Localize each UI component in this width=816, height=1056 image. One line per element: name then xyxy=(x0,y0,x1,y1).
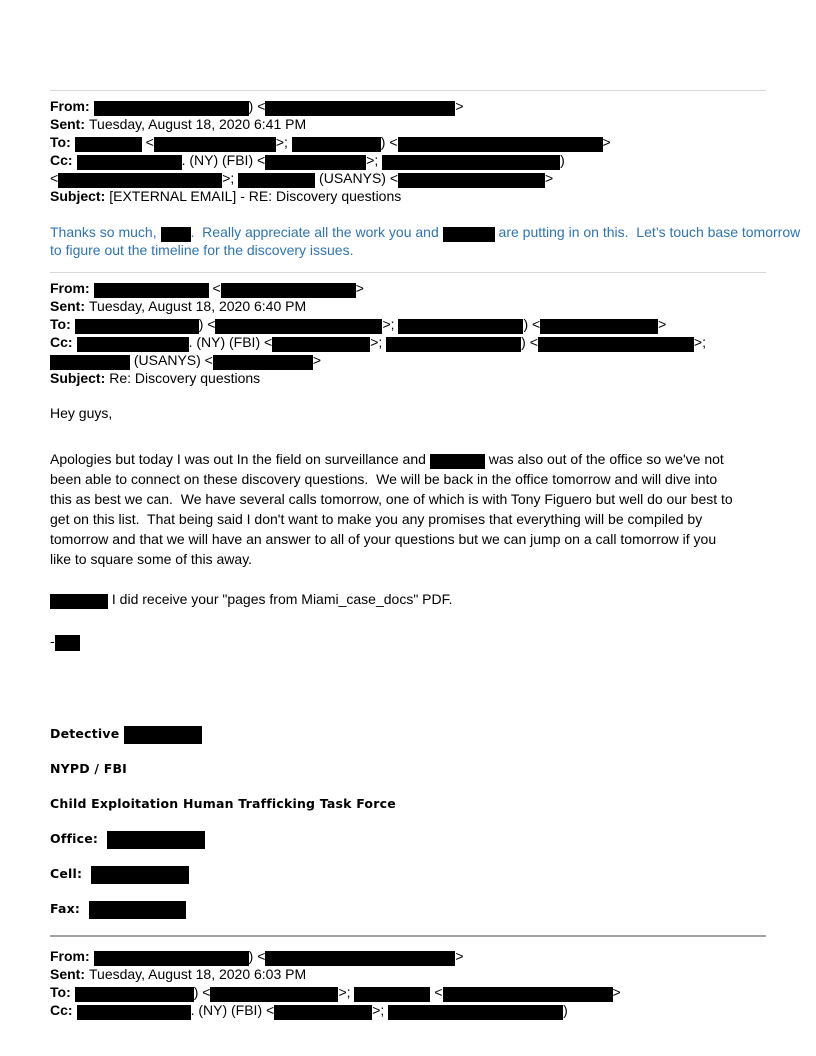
redaction-bar xyxy=(354,987,430,1002)
redaction-bar xyxy=(398,137,603,152)
redaction-bar xyxy=(215,319,382,334)
text-line xyxy=(50,241,766,259)
header-line-sent xyxy=(50,115,766,133)
text-run: ) < xyxy=(198,316,216,332)
text-run: tomorrow and that we will have an answer to all of your questions but we can jump on a call tomorrow if you xyxy=(50,531,717,547)
text-run: Tuesday, August 18, 2020 6:41 PM xyxy=(89,116,307,132)
text-run: >; xyxy=(372,1002,389,1018)
text-line xyxy=(50,631,766,651)
redaction-bar xyxy=(75,319,199,334)
text-run: ) < xyxy=(521,334,538,350)
redaction-bar xyxy=(77,155,182,170)
redaction-bar xyxy=(540,319,658,334)
redaction-bar xyxy=(443,227,495,242)
redaction-bar xyxy=(210,987,338,1002)
header-line-cc xyxy=(50,333,766,351)
text-run: . (NY) (FBI) < xyxy=(190,1002,275,1018)
email-1 xyxy=(50,90,801,259)
email-thread xyxy=(50,90,801,1019)
text-run: like to square some of this away. xyxy=(50,551,253,567)
header-line-sent xyxy=(50,965,766,983)
body-paragraph xyxy=(50,449,766,569)
redaction-bar xyxy=(77,337,189,352)
header-line-cc-continued xyxy=(50,169,766,187)
redaction-bar xyxy=(272,337,370,352)
header-field-label: Sent: xyxy=(50,116,85,132)
text-run: . (NY) (FBI) < xyxy=(181,152,266,168)
redaction-bar xyxy=(75,137,142,152)
redaction-bar xyxy=(94,951,249,966)
text-line xyxy=(50,865,766,883)
text-line xyxy=(50,529,766,549)
text-run: < xyxy=(50,170,59,186)
redaction-bar xyxy=(265,951,455,966)
header-field-label: To: xyxy=(50,984,71,1000)
email-3-header xyxy=(50,947,766,1019)
separator-rule xyxy=(50,272,766,273)
header-field-label: Cc: xyxy=(50,334,73,350)
header-field-label: Subject: xyxy=(50,188,106,204)
text-line xyxy=(50,589,766,609)
text-run: ) < xyxy=(248,98,266,114)
text-run: to figure out the timeline for the discovery issues. xyxy=(50,242,354,258)
text-line xyxy=(50,449,766,469)
redaction-bar xyxy=(274,1005,372,1020)
redaction-bar xyxy=(265,155,366,170)
text-run: >; xyxy=(275,134,292,150)
redaction-bar xyxy=(388,1005,563,1020)
text-run: ) < xyxy=(380,134,398,150)
redaction-bar xyxy=(75,987,194,1002)
text-run: Re: Discovery questions xyxy=(109,370,261,386)
text-run: > xyxy=(312,352,322,368)
redaction-bar xyxy=(398,173,545,188)
text-run: been able to connect on these discovery questions. We will be back in the office tomorrow and will dive into xyxy=(50,471,718,487)
text-run: this as best we can. We have several calls tomorrow, one of which is with Tony Figuero but well do our best to xyxy=(50,491,733,507)
header-field-label: Sent: xyxy=(50,298,85,314)
text-run: > xyxy=(602,134,611,150)
text-run: Hey guys, xyxy=(50,405,113,421)
redaction-bar xyxy=(538,337,694,352)
text-run: Tuesday, August 18, 2020 6:03 PM xyxy=(89,966,307,982)
header-line-cc xyxy=(50,151,766,169)
redaction-bar xyxy=(398,319,523,334)
signoff-line xyxy=(50,631,766,651)
header-field-label: From: xyxy=(50,98,90,114)
redaction-bar xyxy=(77,1005,191,1020)
text-run: Tuesday, August 18, 2020 6:40 PM xyxy=(89,298,307,314)
header-field-label: Subject: xyxy=(50,370,106,386)
redaction-bar xyxy=(213,355,313,370)
redaction-bar xyxy=(238,173,315,188)
text-run: >; xyxy=(382,316,399,332)
text-line xyxy=(50,223,801,241)
redaction-bar xyxy=(154,137,276,152)
redaction-bar xyxy=(58,173,222,188)
redaction-bar xyxy=(124,726,202,744)
text-run: ) < xyxy=(248,948,266,964)
redaction-bar xyxy=(55,635,80,651)
text-run: >; xyxy=(693,334,706,350)
text-run: ) xyxy=(560,152,565,168)
text-run: ) xyxy=(563,1002,568,1018)
signature-block xyxy=(50,725,766,918)
separator-rule xyxy=(50,935,766,937)
header-line-subject xyxy=(50,187,766,205)
header-line-to xyxy=(50,133,766,151)
header-line-from xyxy=(50,947,766,965)
email-1-header xyxy=(50,97,766,205)
redaction-bar xyxy=(265,101,455,116)
redaction-bar xyxy=(50,355,130,370)
redaction-bar xyxy=(107,831,205,849)
redaction-bar xyxy=(91,866,189,884)
header-line-subject xyxy=(50,369,766,387)
text-run: . Really appreciate all the work you and xyxy=(190,224,443,240)
text-run: Cell: xyxy=(50,866,92,881)
header-line-to xyxy=(50,983,766,1001)
text-run: I did receive your "pages from Miami_case_docs" PDF. xyxy=(108,591,453,607)
text-run: >; xyxy=(366,152,383,168)
redaction-bar xyxy=(161,227,191,242)
header-line-to xyxy=(50,315,766,333)
text-run: are putting in on this. Let’s touch base tomorrow xyxy=(494,224,801,240)
text-run: ) < xyxy=(523,316,541,332)
text-line xyxy=(50,403,766,423)
text-run: > xyxy=(612,984,621,1000)
header-line-cc-continued xyxy=(50,351,766,369)
text-run: (USANYS) < xyxy=(130,352,213,368)
text-line xyxy=(50,469,766,489)
text-run: > xyxy=(455,948,464,964)
redaction-bar xyxy=(94,101,249,116)
text-run: < xyxy=(430,984,443,1000)
text-run: (USANYS) < xyxy=(315,170,399,186)
text-run: Child Exploitation Human Trafficking Task Force xyxy=(50,796,396,811)
redaction-bar xyxy=(382,155,560,170)
text-run: > xyxy=(658,316,667,332)
text-run: >; xyxy=(222,170,239,186)
text-run: > xyxy=(545,170,554,186)
redaction-bar xyxy=(94,283,209,298)
header-line-sent xyxy=(50,297,766,315)
text-run: . (NY) (FBI) < xyxy=(188,334,273,350)
header-line-from xyxy=(50,97,766,115)
email-2 xyxy=(50,272,766,918)
header-field-label: From: xyxy=(50,280,90,296)
header-field-label: To: xyxy=(50,134,71,150)
text-run: Thanks so much, xyxy=(50,224,161,240)
text-run: Apologies but today I was out In the field on surveillance and xyxy=(50,451,430,467)
text-run: >; xyxy=(370,334,387,350)
text-line xyxy=(50,830,766,848)
header-field-label: From: xyxy=(50,948,90,964)
text-run: >; xyxy=(338,984,355,1000)
email-3 xyxy=(50,935,766,1019)
redaction-bar xyxy=(221,283,356,298)
text-line xyxy=(50,760,766,778)
redaction-bar xyxy=(50,594,108,609)
text-run: < xyxy=(141,134,154,150)
redaction-bar xyxy=(430,454,485,469)
receive-line xyxy=(50,589,766,609)
text-run: [EXTERNAL EMAIL] - RE: Discovery questions xyxy=(109,188,402,204)
text-run: Fax: xyxy=(50,901,90,916)
text-run: get on this list. That being said I don't want to make you any promises that everything will be compiled by xyxy=(50,511,703,527)
text-run: > xyxy=(355,280,364,296)
greeting xyxy=(50,403,766,423)
text-run: Office: xyxy=(50,831,108,846)
redaction-bar xyxy=(443,987,613,1002)
text-line xyxy=(50,795,766,813)
redaction-bar xyxy=(386,337,521,352)
header-field-label: Sent: xyxy=(50,966,85,982)
header-field-label: Cc: xyxy=(50,152,73,168)
text-line xyxy=(50,900,766,918)
redaction-bar xyxy=(89,901,186,919)
text-line xyxy=(50,549,766,569)
text-run: ) < xyxy=(193,984,211,1000)
header-line-cc xyxy=(50,1001,766,1019)
header-field-label: To: xyxy=(50,316,71,332)
text-run: - xyxy=(50,633,55,649)
separator-rule xyxy=(50,90,766,91)
text-run: Detective xyxy=(50,726,124,741)
text-line xyxy=(50,725,766,743)
text-run: > xyxy=(455,98,464,114)
text-run: NYPD / FBI xyxy=(50,761,128,776)
text-line xyxy=(50,509,766,529)
header-field-label: Cc: xyxy=(50,1002,73,1018)
text-run: < xyxy=(208,280,221,296)
email-2-header xyxy=(50,279,766,387)
reply-paragraph xyxy=(50,223,801,259)
redaction-bar xyxy=(292,137,381,152)
text-run: was also out of the office so we've not xyxy=(484,451,724,467)
header-line-from xyxy=(50,279,766,297)
text-line xyxy=(50,489,766,509)
